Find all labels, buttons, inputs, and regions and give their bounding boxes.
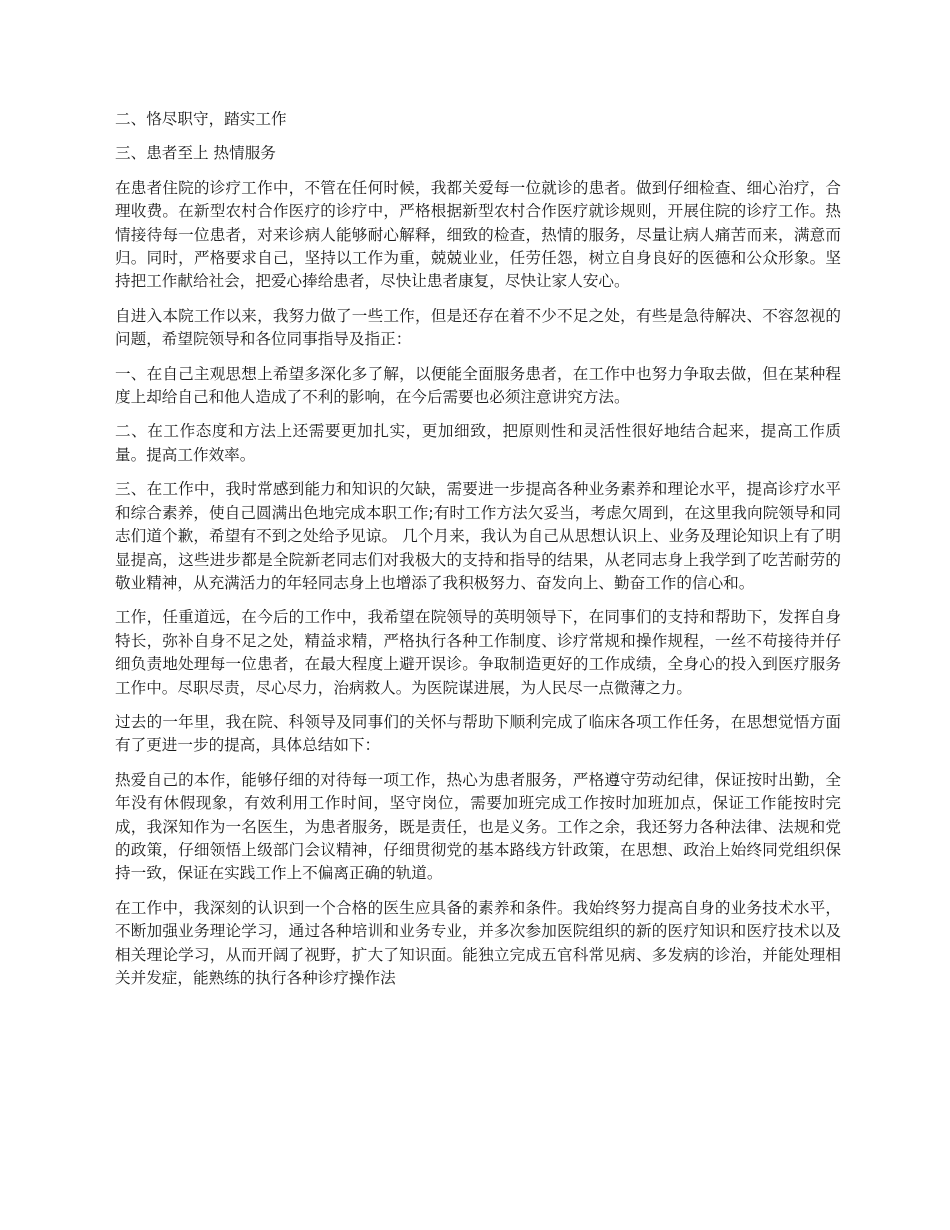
- paragraph-shortcoming-2: 二、在工作态度和方法上还需要更加扎实，更加细致，把原则性和灵活性很好地结合起来，提高工作质量。提高工作效率。: [115, 422, 841, 464]
- section-heading-patient-first: 三、患者至上 热情服务: [115, 144, 276, 163]
- paragraph-work-attitude: 热爱自己的本作，能够仔细的对待每一项工作，热心为患者服务，严格遵守劳动纪律，保证按时出勤，全年没有休假现象，有效利用工作时间，坚守岗位，需要加班完成工作按时加班加点，保证工作能按时完成，我深知作为一名医生，为患者服务，既是责任，也是义务。工作之余，我还努力各种法律、法规和党的政策，仔细领悟上级部门会议精神，仔细贯彻党的基本路线方针政策，在思想、政治上始终同党组织保持一致，保证在实践工作上不偏离正确的轨道。: [115, 770, 841, 883]
- paragraph-shortcomings-intro: 自进入本院工作以来，我努力做了一些工作，但是还存在着不少不足之处，有些是急待解决、不容忽视的问题，希望院领导和各位同事指导及指正：: [115, 306, 841, 349]
- paragraph-diagnosis-work: 在患者住院的诊疗工作中，不管在任何时候，我都关爱每一位就诊的患者。做到仔细检查、细心治疗，合理收费。在新型农村合作医疗的诊疗中，严格根据新型农村合作医疗就诊规则，开展住院的诊疗工作。热情接待每一位患者，对来诊病人能够耐心解释，细致的检查，热情的服务，尽量让病人痛苦而来，满意而归。同时，严格要求自己，坚持以工作为重，兢兢业业，任劳任怨，树立自身良好的医德和公众形象。坚持把工作献给社会，把爱心捧给患者，尽快让患者康复，尽快让家人安心。: [115, 178, 841, 291]
- paragraph-shortcoming-3: 三、在工作中，我时常感到能力和知识的欠缺，需要进一步提高各种业务素养和理论水平，提高诊疗水平和综合素养，使自己圆满出色地完成本职工作;有时工作方法欠妥当，考虑欠周到，在这里我向院领导和同志们道个歉，希望有不到之处给予见谅。 几个月来，我认为自己从思想认识上、业务及理论知识上有了明显提高，这些进步都是全院新老同志们对我极大的支持和指导的结果，从老同志身上我学到了吃苦耐劳的敬业精神，从充满活力的年轻同志身上也增添了我积极努力、奋发向上、勤奋工作的信心和。: [115, 480, 841, 592]
- paragraph-past-year: 过去的一年里，我在院、科领导及同事们的关怀与帮助下顺利完成了临床各项工作任务，在思想觉悟方面有了更进一步的提高，具体总结如下：: [115, 712, 841, 755]
- paragraph-professional-skills: 在工作中，我深刻的认识到一个合格的医生应具备的素养和条件。我始终努力提高自身的业务技术水平，不断加强业务理论学习，通过各种培训和业务专业，并多次参加医院组织的新的医疗知识和医疗技术以及相关理论学习，从而开阔了视野，扩大了知识面。能独立完成五官科常见病、多发病的诊治，并能处理相关并发症，能熟练的执行各种诊疗操作法: [115, 898, 841, 987]
- paragraph-future-work: 工作，任重道远，在今后的工作中，我希望在院领导的英明领导下，在同事们的支持和帮助下，发挥自身特长，弥补自身不足之处，精益求精，严格执行各种工作制度、诊疗常规和操作规程，一丝不苟接待并仔细负责地处理每一位患者，在最大程度上避开误诊。争取制造更好的工作成绩，全身心的投入到医疗服务工作中。尽职尽责，尽心尽力，治病救人。为医院谋进展，为人民尽一点微薄之力。: [115, 608, 841, 697]
- paragraph-shortcoming-1: 一、在自己主观思想上希望多深化多了解，以便能全面服务患者，在工作中也努力争取去做，但在某种程度上却给自己和他人造成了不利的影响，在今后需要也必须注意讲究方法。: [115, 364, 841, 407]
- document-page: [115, 108, 841, 1001]
- section-heading-duty: 二、恪尽职守，踏实工作: [115, 110, 287, 128]
